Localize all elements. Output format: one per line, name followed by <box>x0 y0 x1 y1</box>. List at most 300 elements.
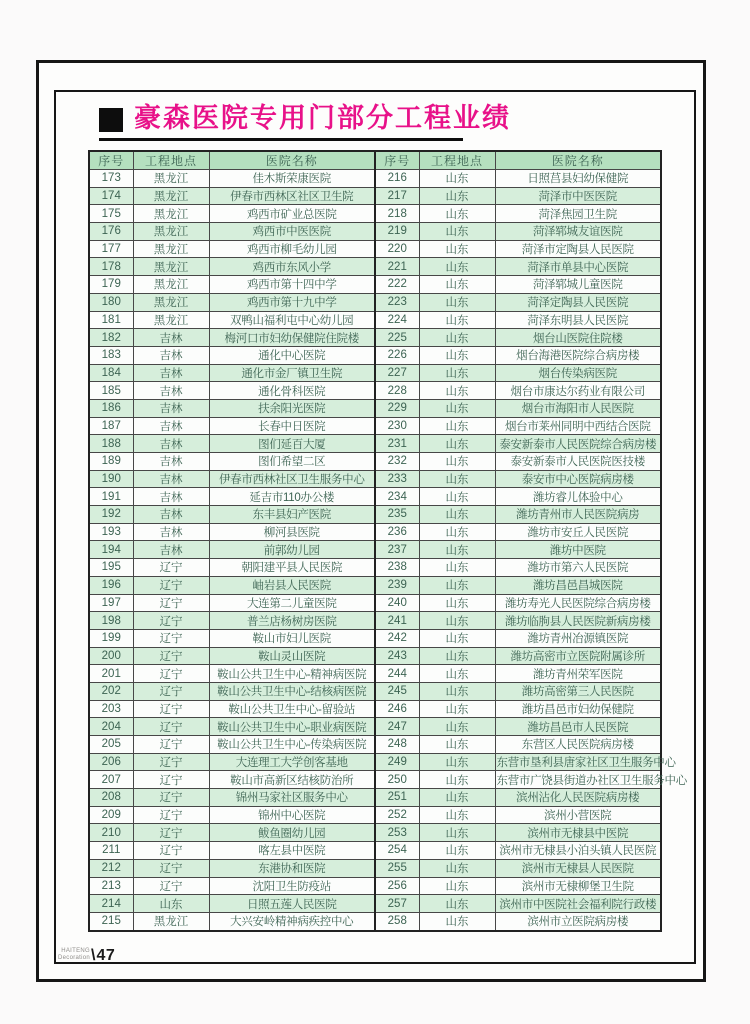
seq-cell: 225 <box>375 329 419 347</box>
table-row <box>89 771 661 789</box>
location-cell: 吉林 <box>133 506 209 524</box>
seq-cell: 227 <box>375 364 419 382</box>
seq-cell: 181 <box>89 311 133 329</box>
seq-cell: 224 <box>375 311 419 329</box>
location-cell: 吉林 <box>133 417 209 435</box>
table-row <box>89 382 661 400</box>
hospital-cell: 日照五莲人民医院 <box>209 895 375 913</box>
hospital-cell: 日照莒县妇幼保健院 <box>495 170 661 188</box>
table-row <box>89 912 661 930</box>
location-cell: 山东 <box>419 771 495 789</box>
hospital-cell: 鞍山市妇儿医院 <box>209 629 375 647</box>
hospital-cell: 东营市广饶县街道办社区卫生服务中心 <box>495 771 661 789</box>
table-row <box>89 399 661 417</box>
table-row <box>89 665 661 683</box>
location-cell: 山东 <box>419 718 495 736</box>
hospital-cell: 烟台山医院住院楼 <box>495 329 661 347</box>
location-cell: 山东 <box>419 806 495 824</box>
location-cell: 山东 <box>419 364 495 382</box>
location-cell: 黑龙江 <box>133 223 209 241</box>
location-cell: 山东 <box>419 223 495 241</box>
seq-cell: 208 <box>89 789 133 807</box>
seq-cell: 217 <box>375 187 419 205</box>
hospital-cell: 东营市垦利县唐家社区卫生服务中心 <box>495 753 661 771</box>
seq-cell: 243 <box>375 647 419 665</box>
location-cell: 吉林 <box>133 470 209 488</box>
location-cell: 山东 <box>419 594 495 612</box>
seq-cell: 179 <box>89 276 133 294</box>
location-cell: 山东 <box>133 895 209 913</box>
hospital-cell: 大兴安岭精神病疾控中心 <box>209 912 375 930</box>
hospital-cell: 潍坊临朐县人民医院新病房楼 <box>495 612 661 630</box>
seq-cell: 199 <box>89 629 133 647</box>
footer-brand-line2: Decoration <box>58 955 91 961</box>
seq-cell: 219 <box>375 223 419 241</box>
column-header: 工程地点 <box>133 151 209 170</box>
seq-cell: 189 <box>89 453 133 471</box>
hospital-cell: 潍坊寿光人民医院综合病房楼 <box>495 594 661 612</box>
table-row <box>89 223 661 241</box>
location-cell: 山东 <box>419 612 495 630</box>
seq-cell: 211 <box>89 842 133 860</box>
seq-cell: 177 <box>89 240 133 258</box>
seq-cell: 207 <box>89 771 133 789</box>
seq-cell: 222 <box>375 276 419 294</box>
column-header: 序号 <box>375 151 419 170</box>
hospital-cell: 双鸭山福利屯中心幼儿园 <box>209 311 375 329</box>
table-row <box>89 488 661 506</box>
location-cell: 辽宁 <box>133 789 209 807</box>
hospital-cell: 东港协和医院 <box>209 859 375 877</box>
seq-cell: 232 <box>375 453 419 471</box>
table-row <box>89 682 661 700</box>
footer-divider: \ <box>91 947 96 964</box>
table-row <box>89 453 661 471</box>
seq-cell: 209 <box>89 806 133 824</box>
location-cell: 辽宁 <box>133 753 209 771</box>
hospital-cell: 潍坊昌邑市人民医院 <box>495 718 661 736</box>
location-cell: 山东 <box>419 665 495 683</box>
location-cell: 山东 <box>419 877 495 895</box>
hospital-cell: 鸡西市第十九中学 <box>209 293 375 311</box>
hospital-cell: 扶余阳光医院 <box>209 399 375 417</box>
page-title: 豪森医院专用门部分工程业绩 <box>134 103 511 133</box>
seq-cell: 214 <box>89 895 133 913</box>
seq-cell: 220 <box>375 240 419 258</box>
location-cell: 山东 <box>419 346 495 364</box>
location-cell: 黑龙江 <box>133 258 209 276</box>
table-row <box>89 435 661 453</box>
seq-cell: 251 <box>375 789 419 807</box>
location-cell: 山东 <box>419 789 495 807</box>
seq-cell: 185 <box>89 382 133 400</box>
location-cell: 辽宁 <box>133 576 209 594</box>
seq-cell: 210 <box>89 824 133 842</box>
seq-cell: 203 <box>89 700 133 718</box>
header-row <box>89 151 661 170</box>
table-row <box>89 346 661 364</box>
location-cell: 辽宁 <box>133 629 209 647</box>
hospital-cell: 滨州市无棣柳堡卫生院 <box>495 877 661 895</box>
column-header: 序号 <box>89 151 133 170</box>
table-row <box>89 364 661 382</box>
seq-cell: 230 <box>375 417 419 435</box>
hospital-cell: 图们延百大厦 <box>209 435 375 453</box>
location-cell: 山东 <box>419 629 495 647</box>
location-cell: 辽宁 <box>133 718 209 736</box>
hospital-cell: 泰安新泰市人民医院医技楼 <box>495 453 661 471</box>
hospital-cell: 通化中心医院 <box>209 346 375 364</box>
table-row <box>89 789 661 807</box>
location-cell: 吉林 <box>133 346 209 364</box>
location-cell: 山东 <box>419 311 495 329</box>
hospital-cell: 潍坊睿儿体验中心 <box>495 488 661 506</box>
seq-cell: 196 <box>89 576 133 594</box>
location-cell: 山东 <box>419 329 495 347</box>
seq-cell: 205 <box>89 736 133 754</box>
hospital-cell: 泰安新泰市人民医院综合病房楼 <box>495 435 661 453</box>
location-cell: 山东 <box>419 682 495 700</box>
seq-cell: 238 <box>375 559 419 577</box>
hospital-cell: 鞍山市高新区结核防治所 <box>209 771 375 789</box>
seq-cell: 223 <box>375 293 419 311</box>
page-number: 47 <box>96 947 116 964</box>
seq-cell: 233 <box>375 470 419 488</box>
hospital-cell: 菏泽定陶县人民医院 <box>495 293 661 311</box>
table-row <box>89 258 661 276</box>
hospital-cell: 潍坊市安丘人民医院 <box>495 523 661 541</box>
title-bullet-square-icon <box>99 108 123 132</box>
hospital-cell: 沈阳卫生防疫站 <box>209 877 375 895</box>
projects-table <box>88 150 687 932</box>
hospital-cell: 岫岩县人民医院 <box>209 576 375 594</box>
title-underline <box>99 138 463 141</box>
seq-cell: 226 <box>375 346 419 364</box>
hospital-cell: 鞍山公共卫生中心-传染病医院 <box>209 736 375 754</box>
location-cell: 辽宁 <box>133 859 209 877</box>
seq-cell: 204 <box>89 718 133 736</box>
table-row <box>89 700 661 718</box>
seq-cell: 231 <box>375 435 419 453</box>
seq-cell: 228 <box>375 382 419 400</box>
hospital-cell: 滨州市中医院社会福利院行政楼 <box>495 895 661 913</box>
location-cell: 辽宁 <box>133 771 209 789</box>
location-cell: 辽宁 <box>133 594 209 612</box>
hospital-cell: 烟台市莱州同明中西结合医院 <box>495 417 661 435</box>
footer-brand <box>58 948 90 964</box>
table-row <box>89 311 661 329</box>
hospital-cell: 潍坊昌邑市妇幼保健院 <box>495 700 661 718</box>
seq-cell: 236 <box>375 523 419 541</box>
table-row <box>89 859 661 877</box>
location-cell: 山东 <box>419 647 495 665</box>
location-cell: 山东 <box>419 293 495 311</box>
hospital-cell: 滨州市无棣县人民医院 <box>495 859 661 877</box>
location-cell: 山东 <box>419 824 495 842</box>
location-cell: 山东 <box>419 435 495 453</box>
seq-cell: 221 <box>375 258 419 276</box>
location-cell: 吉林 <box>133 435 209 453</box>
location-cell: 辽宁 <box>133 612 209 630</box>
hospital-cell: 滨州市立医院病房楼 <box>495 912 661 930</box>
seq-cell: 239 <box>375 576 419 594</box>
table-row <box>89 576 661 594</box>
table-row <box>89 559 661 577</box>
location-cell: 山东 <box>419 859 495 877</box>
seq-cell: 197 <box>89 594 133 612</box>
hospital-cell: 鞍山灵山医院 <box>209 647 375 665</box>
location-cell: 黑龙江 <box>133 276 209 294</box>
table-row <box>89 293 661 311</box>
column-header: 医院名称 <box>209 151 375 170</box>
location-cell: 山东 <box>419 541 495 559</box>
location-cell: 山东 <box>419 523 495 541</box>
table-row <box>89 523 661 541</box>
hospital-cell: 菏泽市中医医院 <box>495 187 661 205</box>
location-cell: 吉林 <box>133 541 209 559</box>
table-row <box>89 329 661 347</box>
hospital-cell: 锦州马家社区服务中心 <box>209 789 375 807</box>
hospital-cell: 东丰县妇产医院 <box>209 506 375 524</box>
location-cell: 黑龙江 <box>133 170 209 188</box>
seq-cell: 206 <box>89 753 133 771</box>
hospital-cell: 伊春市西林区社区卫生院 <box>209 187 375 205</box>
seq-cell: 215 <box>89 912 133 930</box>
seq-cell: 176 <box>89 223 133 241</box>
hospital-cell: 滨州小营医院 <box>495 806 661 824</box>
seq-cell: 182 <box>89 329 133 347</box>
table-row <box>89 877 661 895</box>
seq-cell: 249 <box>375 753 419 771</box>
table-body <box>89 170 687 931</box>
hospital-cell: 菏泽郓城儿童医院 <box>495 276 661 294</box>
location-cell: 辽宁 <box>133 806 209 824</box>
hospital-cell: 鸡西市矿业总医院 <box>209 205 375 223</box>
hospital-cell: 鞍山公共卫生中心-留验站 <box>209 700 375 718</box>
hospital-cell: 前郭幼儿园 <box>209 541 375 559</box>
seq-cell: 212 <box>89 859 133 877</box>
table-row <box>89 187 661 205</box>
title-block <box>99 100 511 136</box>
location-cell: 山东 <box>419 258 495 276</box>
seq-cell: 254 <box>375 842 419 860</box>
hospital-cell: 潍坊中医院 <box>495 541 661 559</box>
seq-cell: 252 <box>375 806 419 824</box>
hospital-cell: 潍坊昌邑昌城医院 <box>495 576 661 594</box>
location-cell: 吉林 <box>133 523 209 541</box>
seq-cell: 218 <box>375 205 419 223</box>
location-cell: 辽宁 <box>133 824 209 842</box>
seq-cell: 229 <box>375 399 419 417</box>
seq-cell: 183 <box>89 346 133 364</box>
table-row <box>89 718 661 736</box>
table-row <box>89 895 661 913</box>
hospital-cell: 鞍山公共卫生中心-结核病医院 <box>209 682 375 700</box>
seq-cell: 184 <box>89 364 133 382</box>
table-row <box>89 736 661 754</box>
location-cell: 山东 <box>419 895 495 913</box>
seq-cell: 188 <box>89 435 133 453</box>
seq-cell: 180 <box>89 293 133 311</box>
seq-cell: 247 <box>375 718 419 736</box>
location-cell: 吉林 <box>133 453 209 471</box>
seq-cell: 200 <box>89 647 133 665</box>
hospital-cell: 潍坊青州荣军医院 <box>495 665 661 683</box>
hospital-cell: 潍坊高密第三人民医院 <box>495 682 661 700</box>
location-cell: 山东 <box>419 240 495 258</box>
table-row <box>89 753 661 771</box>
hospital-cell: 鲅鱼圈幼儿园 <box>209 824 375 842</box>
seq-cell: 250 <box>375 771 419 789</box>
hospital-cell: 烟台传染病医院 <box>495 364 661 382</box>
seq-cell: 242 <box>375 629 419 647</box>
seq-cell: 237 <box>375 541 419 559</box>
hospital-cell: 普兰店杨树房医院 <box>209 612 375 630</box>
seq-cell: 187 <box>89 417 133 435</box>
hospital-cell: 鞍山公共卫生中心-精神病医院 <box>209 665 375 683</box>
page-footer <box>58 942 115 964</box>
location-cell: 山东 <box>419 559 495 577</box>
location-cell: 黑龙江 <box>133 240 209 258</box>
seq-cell: 191 <box>89 488 133 506</box>
location-cell: 辽宁 <box>133 877 209 895</box>
hospital-cell: 菏泽焦园卫生院 <box>495 205 661 223</box>
seq-cell: 246 <box>375 700 419 718</box>
table-row <box>89 417 661 435</box>
seq-cell: 257 <box>375 895 419 913</box>
hospital-cell: 通化骨科医院 <box>209 382 375 400</box>
location-cell: 山东 <box>419 382 495 400</box>
table-row <box>89 806 661 824</box>
seq-cell: 194 <box>89 541 133 559</box>
hospital-cell: 烟台市海阳市人民医院 <box>495 399 661 417</box>
seq-cell: 235 <box>375 506 419 524</box>
location-cell: 山东 <box>419 453 495 471</box>
hospital-cell: 大连理工大学创客基地 <box>209 753 375 771</box>
location-cell: 吉林 <box>133 488 209 506</box>
hospital-cell: 伊春市西林社区卫生服务中心 <box>209 470 375 488</box>
seq-cell: 253 <box>375 824 419 842</box>
hospital-cell: 滨州市无棣县中医院 <box>495 824 661 842</box>
hospital-cell: 菏泽东明县人民医院 <box>495 311 661 329</box>
location-cell: 辽宁 <box>133 842 209 860</box>
table-row <box>89 541 661 559</box>
table-row <box>89 647 661 665</box>
hospital-cell: 锦州中心医院 <box>209 806 375 824</box>
seq-cell: 201 <box>89 665 133 683</box>
location-cell: 山东 <box>419 842 495 860</box>
seq-cell: 193 <box>89 523 133 541</box>
seq-cell: 240 <box>375 594 419 612</box>
seq-cell: 258 <box>375 912 419 930</box>
location-cell: 辽宁 <box>133 559 209 577</box>
hospital-cell: 大连第二儿童医院 <box>209 594 375 612</box>
hospital-cell: 朝阳建平县人民医院 <box>209 559 375 577</box>
location-cell: 辽宁 <box>133 647 209 665</box>
hospital-cell: 梅河口市妇幼保健院住院楼 <box>209 329 375 347</box>
hospital-cell: 东营区人民医院病房楼 <box>495 736 661 754</box>
table-row <box>89 612 661 630</box>
hospital-cell: 泰安市中心医院病房楼 <box>495 470 661 488</box>
location-cell: 黑龙江 <box>133 912 209 930</box>
location-cell: 山东 <box>419 488 495 506</box>
location-cell: 山东 <box>419 470 495 488</box>
seq-cell: 195 <box>89 559 133 577</box>
table-row <box>89 824 661 842</box>
seq-cell: 202 <box>89 682 133 700</box>
hospital-cell: 佳木斯荣康医院 <box>209 170 375 188</box>
hospital-cell: 菏泽市定陶县人民医院 <box>495 240 661 258</box>
table-row <box>89 170 661 188</box>
location-cell: 辽宁 <box>133 736 209 754</box>
location-cell: 山东 <box>419 187 495 205</box>
hospital-cell: 鸡西市第十四中学 <box>209 276 375 294</box>
location-cell: 山东 <box>419 205 495 223</box>
location-cell: 吉林 <box>133 364 209 382</box>
location-cell: 山东 <box>419 700 495 718</box>
hospital-cell: 菏泽郓城友谊医院 <box>495 223 661 241</box>
hospital-cell: 延吉市110办公楼 <box>209 488 375 506</box>
seq-cell: 213 <box>89 877 133 895</box>
seq-cell: 192 <box>89 506 133 524</box>
table-row <box>89 506 661 524</box>
column-header: 工程地点 <box>419 151 495 170</box>
seq-cell: 175 <box>89 205 133 223</box>
hospital-cell: 鸡西市柳毛幼儿园 <box>209 240 375 258</box>
location-cell: 吉林 <box>133 399 209 417</box>
seq-cell: 244 <box>375 665 419 683</box>
footer-brand-line1: HAITENG <box>61 948 91 954</box>
location-cell: 吉林 <box>133 329 209 347</box>
hospital-cell: 潍坊市第六人民医院 <box>495 559 661 577</box>
hospital-cell: 图们希望二区 <box>209 453 375 471</box>
location-cell: 山东 <box>419 736 495 754</box>
location-cell: 山东 <box>419 753 495 771</box>
seq-cell: 234 <box>375 488 419 506</box>
hospital-cell: 菏泽市单县中心医院 <box>495 258 661 276</box>
seq-cell: 256 <box>375 877 419 895</box>
location-cell: 辽宁 <box>133 665 209 683</box>
seq-cell: 178 <box>89 258 133 276</box>
hospital-cell: 烟台海港医院综合病房楼 <box>495 346 661 364</box>
seq-cell: 248 <box>375 736 419 754</box>
hospital-cell: 滨州沾化人民医院病房楼 <box>495 789 661 807</box>
hospital-cell: 柳河县医院 <box>209 523 375 541</box>
hospital-cell: 鸡西市中医医院 <box>209 223 375 241</box>
location-cell: 山东 <box>419 170 495 188</box>
location-cell: 山东 <box>419 576 495 594</box>
table-row <box>89 276 661 294</box>
location-cell: 山东 <box>419 276 495 294</box>
hospital-cell: 鞍山公共卫生中心-职业病医院 <box>209 718 375 736</box>
hospital-cell: 潍坊高密市立医院附属诊所 <box>495 647 661 665</box>
hospital-cell: 通化市金厂镇卫生院 <box>209 364 375 382</box>
location-cell: 山东 <box>419 399 495 417</box>
hospital-cell: 喀左县中医院 <box>209 842 375 860</box>
seq-cell: 174 <box>89 187 133 205</box>
table-row <box>89 594 661 612</box>
location-cell: 黑龙江 <box>133 293 209 311</box>
hospital-cell: 滨州市无棣县小泊头镇人民医院 <box>495 842 661 860</box>
location-cell: 黑龙江 <box>133 311 209 329</box>
location-cell: 辽宁 <box>133 700 209 718</box>
seq-cell: 255 <box>375 859 419 877</box>
seq-cell: 216 <box>375 170 419 188</box>
location-cell: 山东 <box>419 417 495 435</box>
seq-cell: 241 <box>375 612 419 630</box>
location-cell: 山东 <box>419 506 495 524</box>
hospital-cell: 鸡西市东风小学 <box>209 258 375 276</box>
